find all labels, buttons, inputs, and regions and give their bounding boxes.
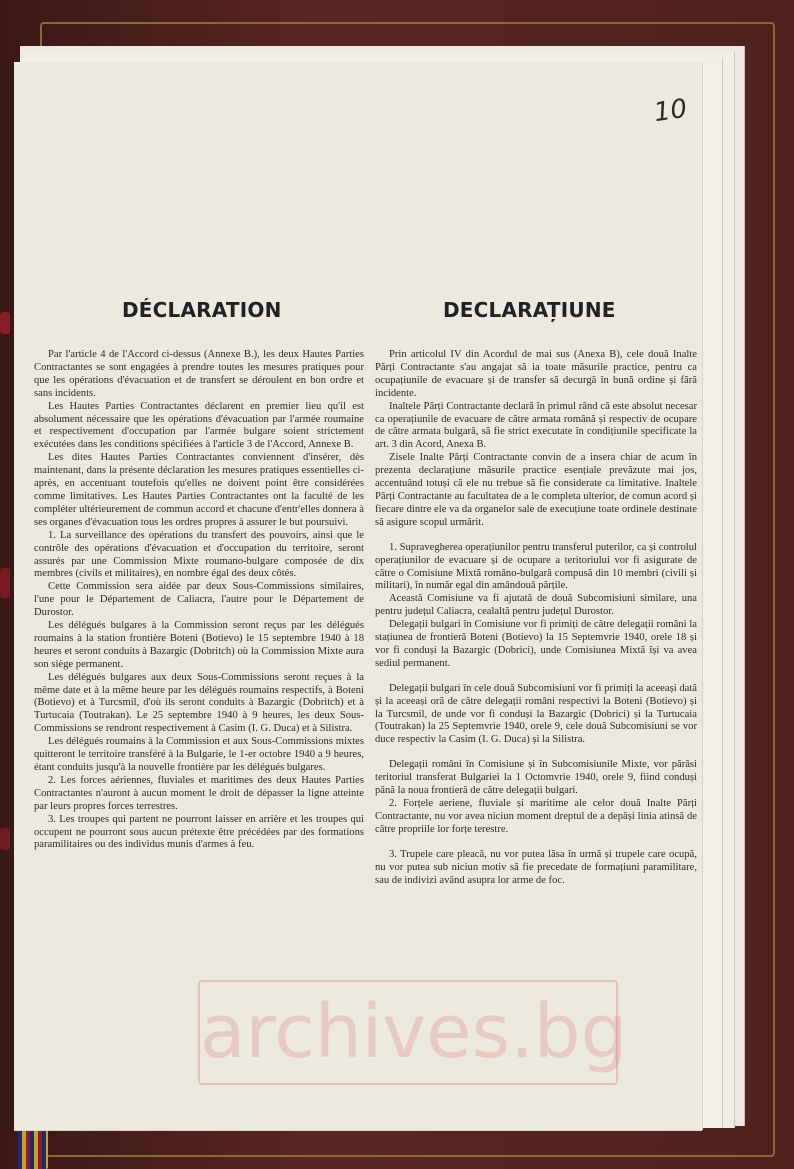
binding-thread [0,312,10,334]
romanian-paragraph: 3. Trupele care pleacă, nu vor putea lăsa în urmă și trupele care ocupă, nu vor putea sub niciun motiv să fie precedate de formațiuni paramilitare, sau de indivizi având asupra lor arme de foc. [375,848,697,886]
romanian-paragraph: Delegații bulgari în cele două Subcomisiuni vor fi primiți la aceeași dată și la aceeași oră de către delegații români respectivi la Boteni (Botievo) și la Turcsmil, de unde vor fi conduși la Bazargic (Dobrici) și la Turtucaia (Toutrakan) la 25 Septemvrie 1940, orele 9, cele două Subcomisiuni se vor duce respectiv la Casim (I. G. Duca) și la Silistra. [375,682,697,746]
romanian-paragraph: Prin articolul IV din Acordul de mai sus (Anexa B), cele două Inalte Părți Contractante s'au angajat să ia toate măsurile practice, pentru ca ocupațiunile de evacuare și de transfer să decurgă în bună ordine și fără incidente. [375,349,697,399]
binding-thread [0,568,10,598]
romanian-column [375,349,697,887]
romanian-paragraph: Delegații bulgari în Comisiune vor fi primiți de către delegații români la stațiunea de frontieră Boteni (Botievo) la 15 Septemvrie 1940, orele 18 și vor fi conduși la Bazargic (Dobrici), unde Comisiunea Mixtă își va avea sediul permanent. [375,619,697,669]
french-paragraph: Les dites Hautes Parties Contractantes conviennent d'insérer, dès maintenant, dans la présente déclaration les mesures pratiques essentielles ci-après, en accentuant toutefois qu'elles ne doivent point être considérées comme limitatives. Les Hautes Parties Contractantes ont la faculté de les compléter ultérieurement de commun accord et chacune d'entr'elles donnera à ses organes d'évacuation tous les ordres propres à assurer le but poursuivi. [34,452,364,528]
romanian-title: DECLARAȚIUNE [443,298,616,322]
romanian-paragraph: Această Comisiune va fi ajutată de două Subcomisiuni similare, una pentru județul Caliacra, cealaltă pentru județul Durostor. [375,593,697,618]
french-paragraph: Les délégués bulgares à la Commission seront reçus par les délégués roumains à la station frontière Boteni (Botievo) le 15 septembre 1940 à 18 heures et seront conduits à Bazargic (Dobritch) où la Commission Mixte aura son siège permanent. [34,620,364,670]
page-number: 10 [652,93,690,129]
romanian-paragraph: 1. Supravegherea operațiunilor pentru transferul puterilor, ca și controlul operațiunilor de evacuare și de ocupare a teritoriului vor fi asigurate de către o Comisiune Mixtă româno-bulgară compusă din 10 membri (civili și militari), în număr egal din amândouă părțile. [375,541,697,592]
french-paragraph: Les délégués roumains à la Commission et aux Sous-Commissions mixtes quitteront le territoire transféré à la Bulgarie, le 1-er octobre 1940 a 9 heures, étant conduits jusqu'à la nouvelle frontière par les délégués bulgares. [34,736,364,773]
romanian-paragraph: 2. Forțele aeriene, fluviale și maritime ale celor două Inalte Părți Contractante, nu vor avea niciun moment dreptul de a depăși linia atinsă de către propriile lor forțe terestre. [375,798,697,835]
romanian-paragraph: Zisele Inalte Părți Contractante convin de a insera chiar de acum în prezenta declarațiune măsurile practice esențiale prevăzute mai jos, accentuând totuși că ele nu trebue să fie considerate ca limitative. Inaltele Părți Contractante au facultatea de a le completa ulterior, de comun acord și fiecare dintre ele va da organelor sale de execuțiune toate ordinele destinate să asigure scopul urmărit. [375,452,697,528]
french-paragraph: Les Hautes Parties Contractantes déclarent en premier lieu qu'il est absolument nécessaire que les opérations d'évacuation par l'armée roumaine et respectivement d'occupation par l'armée bulgare soient strictement exécutées dans les conditions spécifiées à l'article 3 de l'Accord, Annexe B. [34,400,364,451]
french-title: DÉCLARATION [122,298,282,322]
french-paragraph: Par l'article 4 de l'Accord ci-dessus (Annexe B.), les deux Hautes Parties Contractantes se sont engagées à prendre toutes les mesures pratiques pour que les opérations d'évacuation et de transfert se déroulent en bon ordre et sans incidents. [34,349,364,399]
french-paragraph: 2. Les forces aériennes, fluviales et maritimes des deux Hautes Parties Contractantes n'auront à aucun moment le droit de dépasser la ligne atteinte par leurs propres forces terrestres. [34,774,364,812]
romanian-paragraph: Inaltele Părți Contractante declară în primul rând că este absolut necesar ca operațiunile de evacuare de către armata română și respectiv de ocupare de către armata bulgară, să fie strict executate în condițiunile specificate la art. 3 din Acord, Anexa B. [375,400,697,451]
watermark: archives.bg [198,980,618,1085]
french-paragraph: 1. La surveillance des opérations du transfert des pouvoirs, ainsi que le contrôle des opérations d'évacuation et d'occupation du territoire, seront assurés par une Commission Mixte roumano-bulgare composée de dix membres (civils et militaires), en nombre égal des deux côtés. [34,529,364,580]
binding-thread [0,828,10,850]
romanian-paragraph: Delegații români în Comisiune și în Subcomisiunile Mixte, vor părăsi teritoriul transferat Bulgariei la 1 Octomvrie 1940, orele 9, fiind conduși până la noua frontieră de către delegații bulgari. [375,759,697,797]
french-column [34,349,364,852]
french-paragraph: Cette Commission sera aidée par deux Sous-Commissions similaires, l'une pour le Département de Caliacra, l'autre pour le Département de Durostor. [34,581,364,619]
french-paragraph: 3. Les troupes qui partent ne pourront laisser en arrière et les troupes qui occupent ne pourront sous aucun prétexte être précédées par des formations paramilitaires ou des individus munis d'armes à feu. [34,813,364,851]
french-paragraph: Les délégués bulgares aux deux Sous-Commissions seront reçues à la même date et à la même heure par les délégués roumains respectifs, à Boteni (Botievo) et à Turcsmil, d'où ils seront conduits à Bazargic (Dobritch) et à Turtucaia (Toutrakan). Le 25 septembre 1940 à 9 heures, les deux Sous-Commissions se rendront respectivement à Casim (I. G. Duca) et à Silistra. [34,671,364,735]
